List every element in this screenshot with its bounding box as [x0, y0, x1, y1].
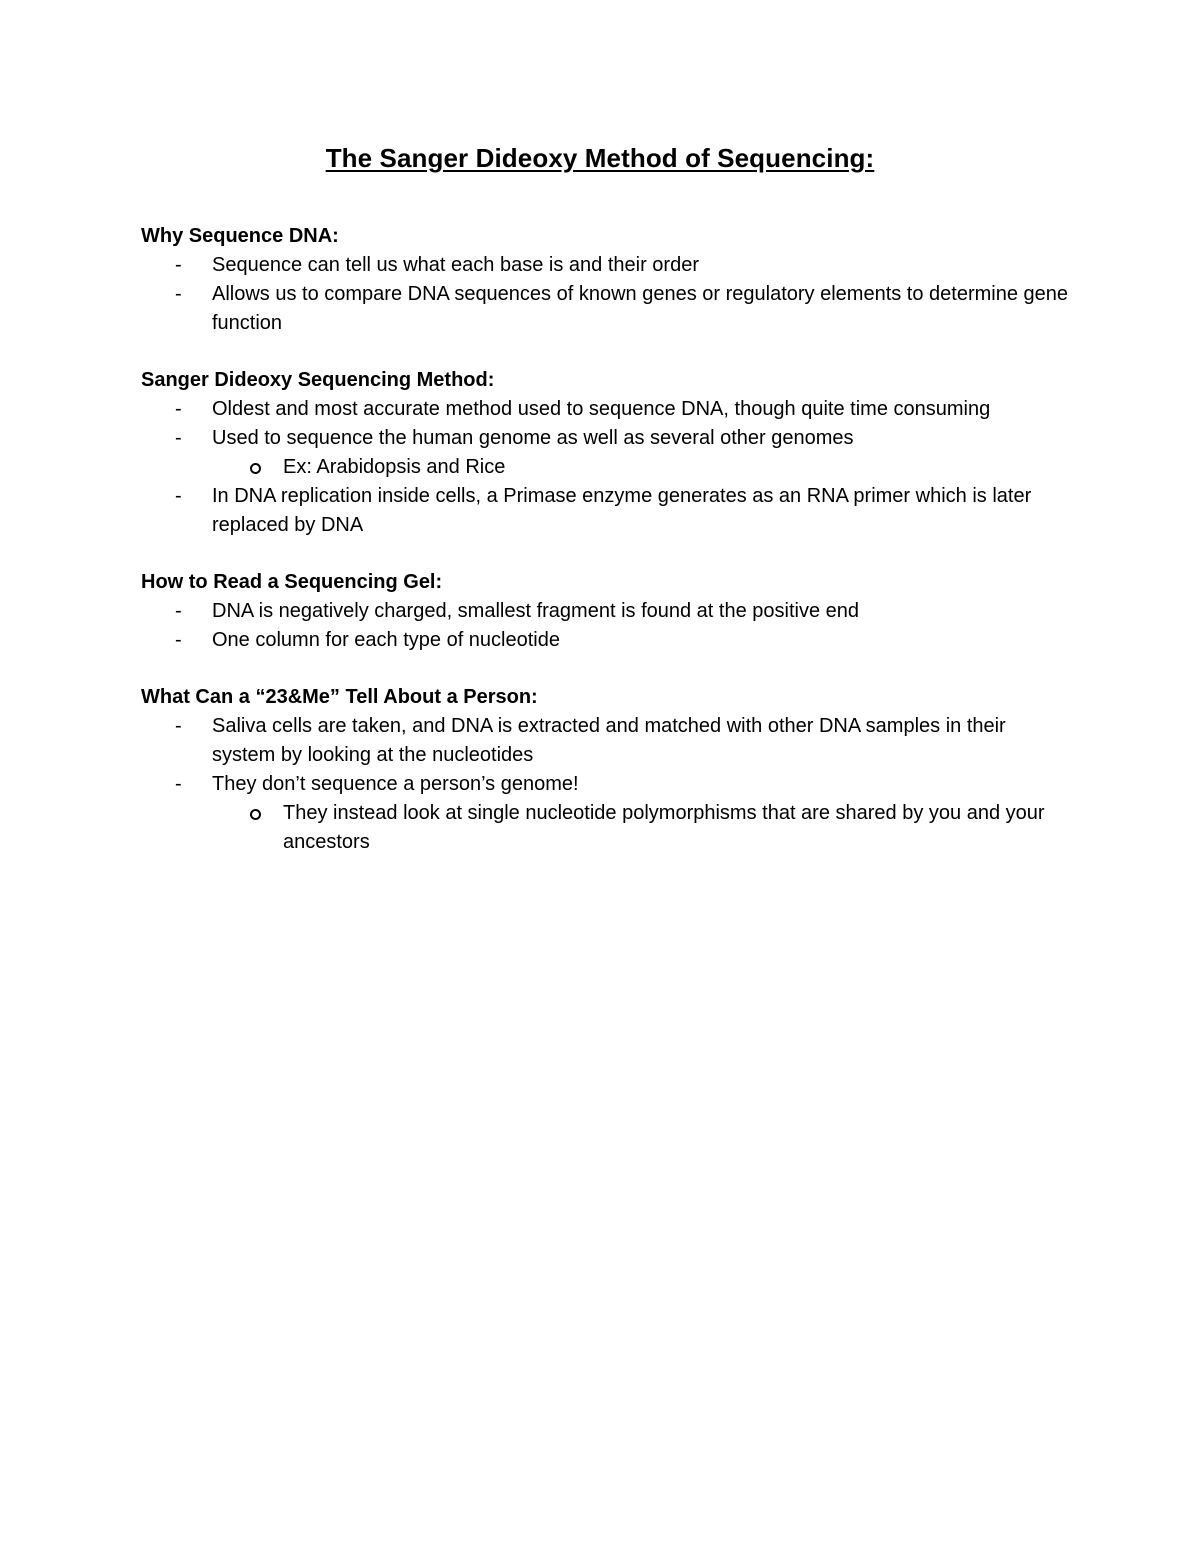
dash-bullet-icon: - [175, 427, 182, 449]
list-item-text: DNA is negatively charged, smallest fragment is found at the positive end [212, 600, 860, 622]
sub-bullet-list [212, 799, 1071, 857]
list-item-text: Saliva cells are taken, and DNA is extracted and matched with other DNA samples in their system by looking at the nucleotides [212, 715, 1006, 766]
bullet-list [141, 395, 1071, 540]
sub-list-item-text: Ex: Arabidopsis and Rice [283, 456, 506, 478]
list-item [141, 395, 1071, 424]
sub-bullet-list [212, 453, 1071, 482]
dash-bullet-icon: - [175, 629, 182, 651]
bullet-list [141, 712, 1071, 857]
bullet-list [141, 597, 1071, 655]
sub-list-item [212, 799, 1071, 857]
section-heading: Sanger Dideoxy Sequencing Method: [141, 369, 495, 391]
list-item [141, 626, 1071, 655]
circle-bullet-icon [250, 463, 261, 474]
section-heading: How to Read a Sequencing Gel: [141, 571, 443, 593]
sub-list-item [212, 453, 1071, 482]
dash-bullet-icon: - [175, 773, 182, 795]
dash-bullet-icon: - [175, 254, 182, 276]
dash-bullet-icon: - [175, 600, 182, 622]
circle-bullet-icon [250, 809, 261, 820]
list-item [141, 712, 1071, 770]
list-item [141, 424, 1071, 482]
list-item-text: Used to sequence the human genome as well as several other genomes [212, 427, 854, 449]
sub-list-item-text: They instead look at single nucleotide polymorphisms that are shared by you and your ancestors [283, 802, 1045, 853]
bullet-list [141, 251, 1071, 338]
dash-bullet-icon: - [175, 485, 182, 507]
list-item [141, 597, 1071, 626]
list-item-text: Oldest and most accurate method used to sequence DNA, though quite time consuming [212, 398, 991, 420]
list-item [141, 251, 1071, 280]
section-why-sequence-dna [141, 222, 1071, 338]
document-body [141, 222, 1071, 885]
document-title: The Sanger Dideoxy Method of Sequencing: [325, 143, 875, 173]
dash-bullet-icon: - [175, 715, 182, 737]
section-heading: What Can a “23&Me” Tell About a Person: [141, 686, 538, 708]
list-item-text: Sequence can tell us what each base is and their order [212, 254, 699, 276]
section-heading: Why Sequence DNA: [141, 225, 339, 247]
list-item-text: They don’t sequence a person’s genome! [212, 773, 579, 795]
dash-bullet-icon: - [175, 398, 182, 420]
section-23andme [141, 683, 1071, 857]
list-item [141, 770, 1071, 857]
section-sanger-method [141, 366, 1071, 540]
dash-bullet-icon: - [175, 283, 182, 305]
section-read-sequencing-gel [141, 568, 1071, 655]
list-item [141, 482, 1071, 540]
list-item-text: In DNA replication inside cells, a Primase enzyme generates as an RNA primer which is later replaced by DNA [212, 485, 1032, 536]
list-item-text: One column for each type of nucleotide [212, 629, 560, 651]
list-item [141, 280, 1071, 338]
list-item-text: Allows us to compare DNA sequences of known genes or regulatory elements to determine gene function [212, 283, 1069, 334]
